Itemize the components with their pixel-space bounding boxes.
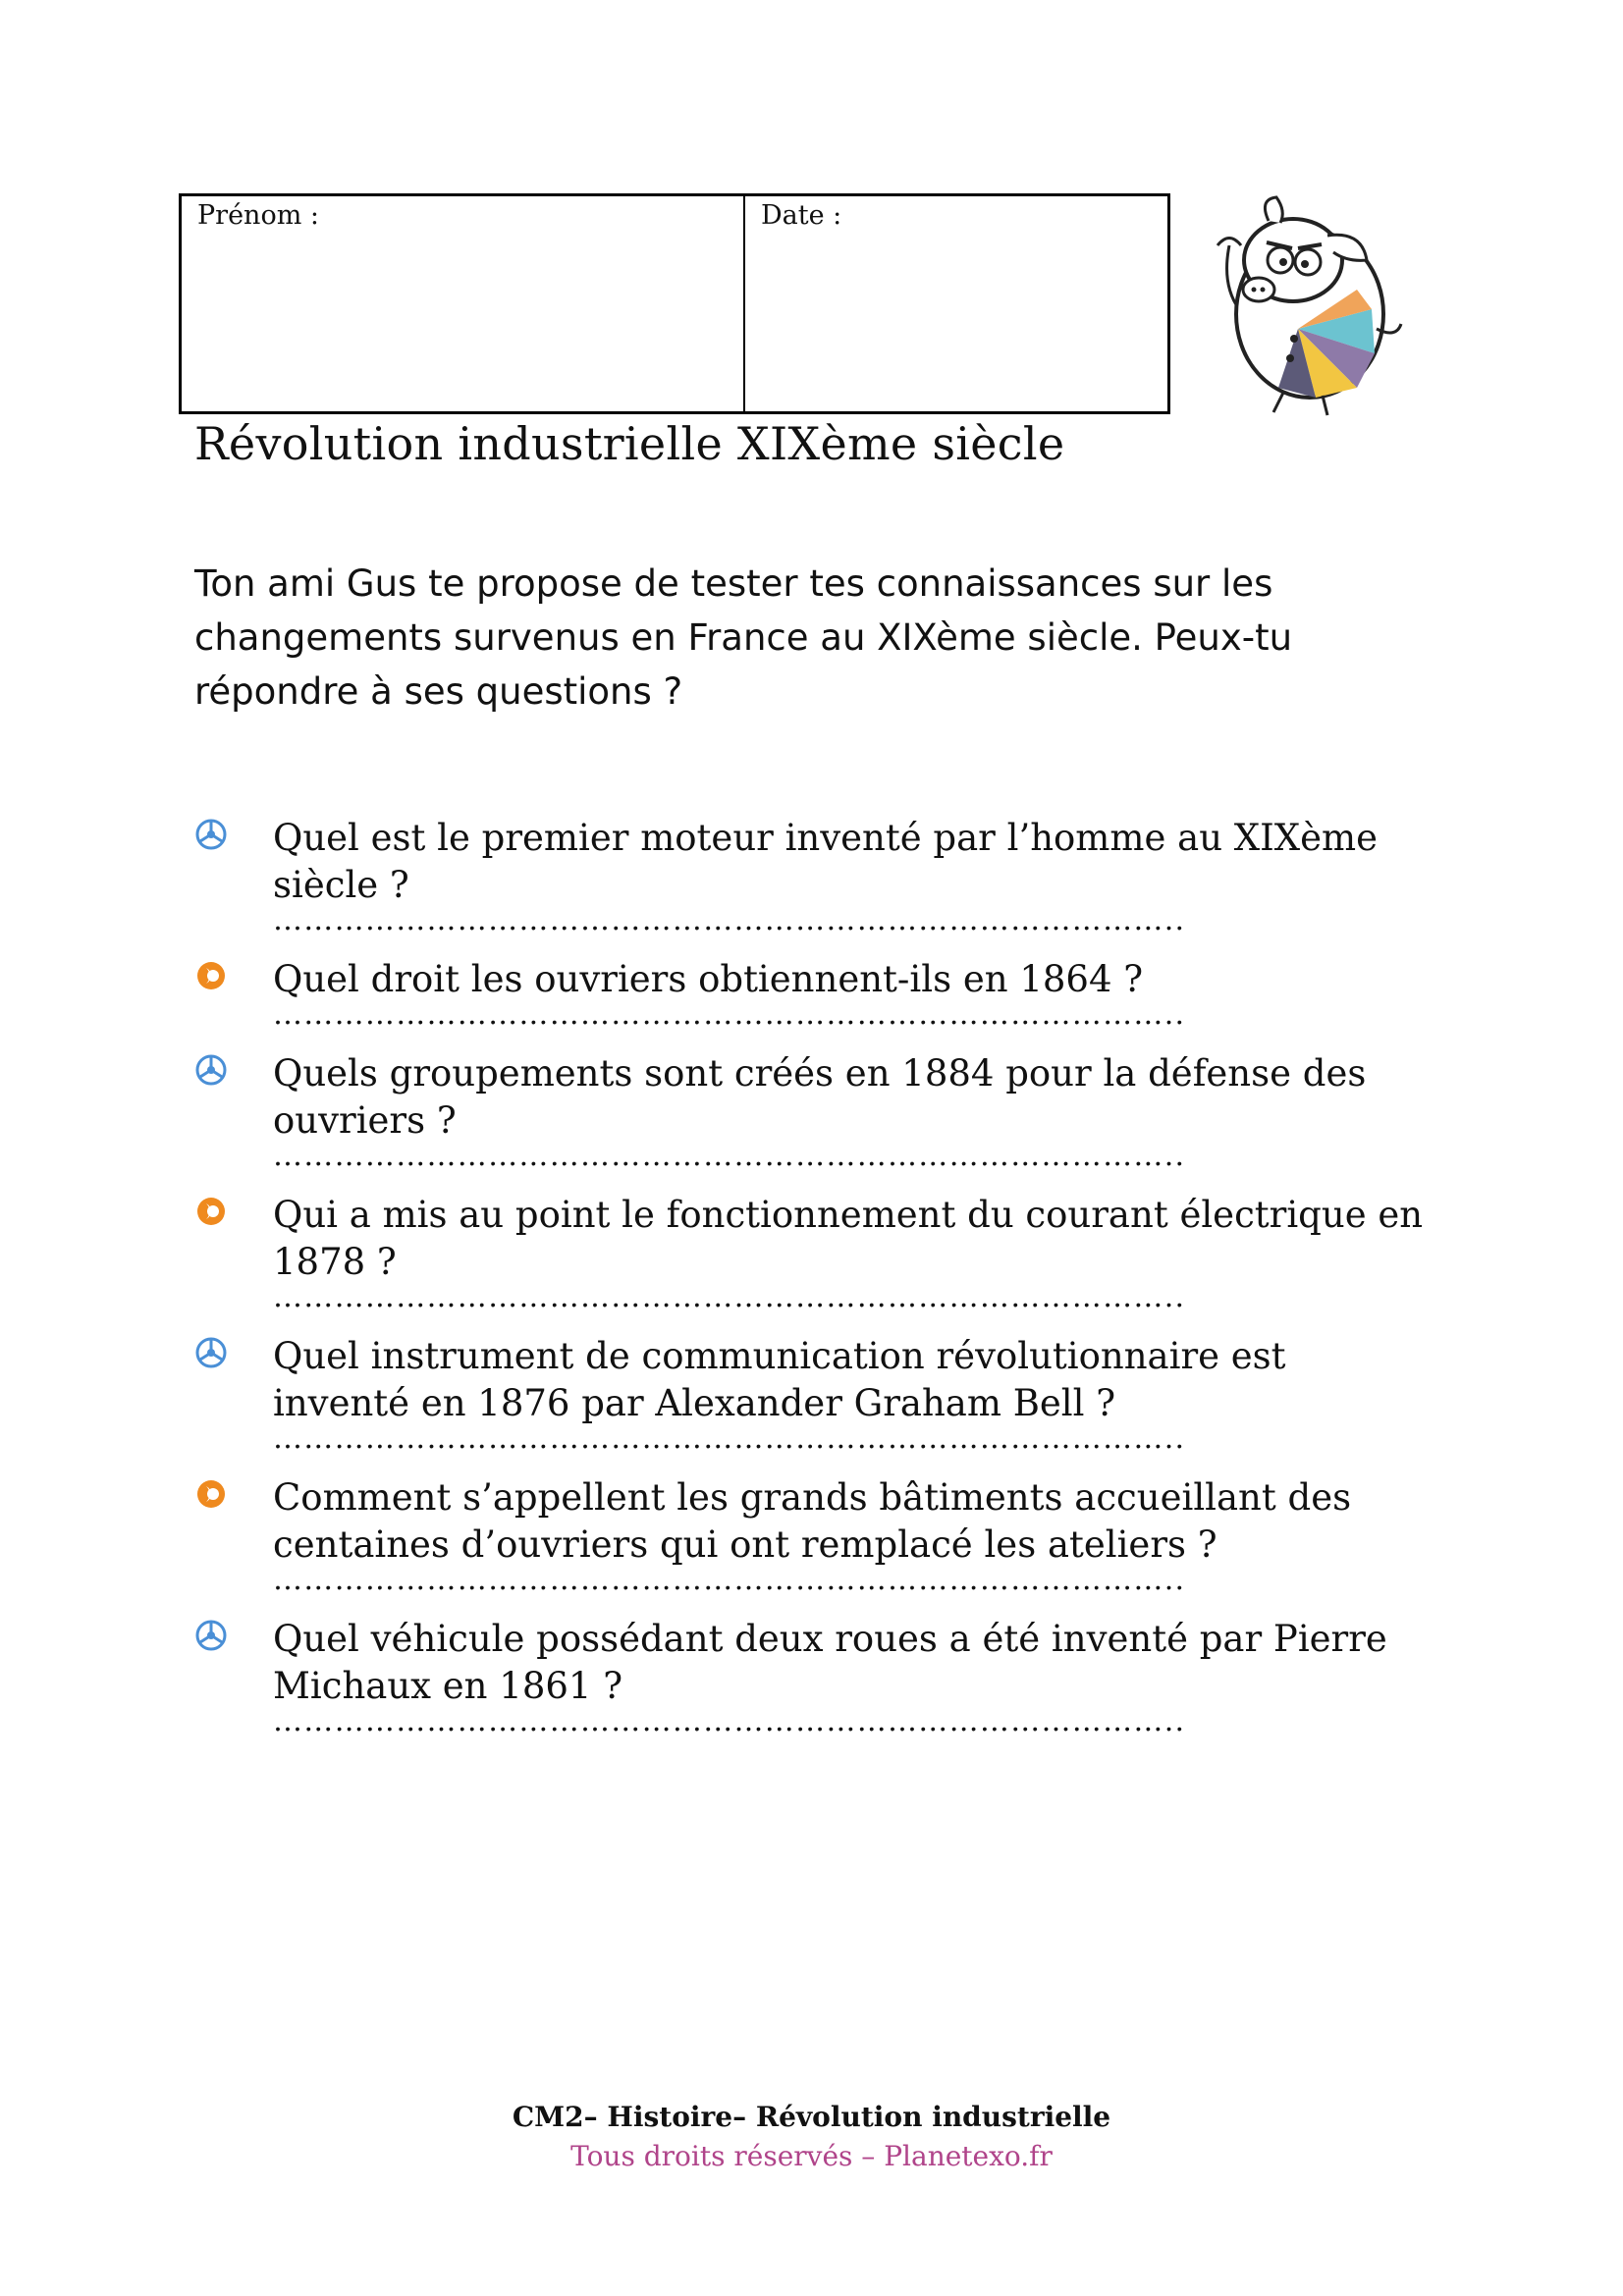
blue-steering-wheel-icon xyxy=(194,1336,228,1369)
question-text: Quel instrument de communication révolutionnaire est inventé en 1876 par Alexander Graham Bell ? xyxy=(273,1335,1286,1424)
date-field[interactable] xyxy=(745,196,1167,411)
question-item xyxy=(194,1616,1432,1734)
question-item xyxy=(194,956,1432,1027)
orange-circle-icon xyxy=(194,1477,228,1511)
answer-line[interactable]: …………………………………………………………………………….. xyxy=(273,909,1186,933)
answer-line[interactable]: …………………………………………………………………………….. xyxy=(273,1145,1186,1168)
answer-line[interactable]: …………………………………………………………………………….. xyxy=(273,1003,1186,1027)
question-text: Quel est le premier moteur inventé par l’homme au XIXème siècle ? xyxy=(273,817,1378,906)
blue-steering-wheel-icon xyxy=(194,818,228,851)
question-text: Quel véhicule possédant deux roues a été inventé par Pierre Michaux en 1861 ? xyxy=(273,1618,1387,1707)
footer-course: CM2– Histoire– Révolution industrielle xyxy=(512,2101,1111,2133)
question-text: Quel droit les ouvriers obtiennent-ils en 1864 ? xyxy=(273,958,1144,1000)
prenom-label: Prénom : xyxy=(197,200,319,231)
answer-line[interactable]: …………………………………………………………………………….. xyxy=(273,1427,1186,1451)
orange-circle-icon xyxy=(194,959,228,992)
question-item xyxy=(194,1474,1432,1592)
name-date-table xyxy=(179,193,1170,414)
question-item xyxy=(194,1333,1432,1451)
answer-line[interactable]: …………………………………………………………………………….. xyxy=(273,1286,1186,1309)
question-text: Quels groupements sont créés en 1884 pour la défense des ouvriers ? xyxy=(273,1052,1367,1142)
question-item xyxy=(194,1050,1432,1168)
prenom-field[interactable] xyxy=(182,196,745,411)
blue-steering-wheel-icon xyxy=(194,1053,228,1087)
question-item xyxy=(194,815,1432,933)
page-title: Révolution industrielle XIXème siècle xyxy=(194,417,1065,470)
answer-line[interactable]: …………………………………………………………………………….. xyxy=(273,1710,1186,1734)
footer-copyright: Tous droits réservés – Planetexo.fr xyxy=(570,2140,1053,2172)
orange-circle-icon xyxy=(194,1195,228,1228)
question-item xyxy=(194,1192,1432,1309)
intro-text: Ton ami Gus te propose de tester tes connaissances sur les changements survenus en France au XIXème siècle. Peux-tu répondre à ses questions ? xyxy=(194,562,1293,713)
question-text: Qui a mis au point le fonctionnement du courant électrique en 1878 ? xyxy=(273,1194,1424,1283)
question-text: Comment s’appellent les grands bâtiments accueillant des centaines d’ouvriers qui ont remplacé les ateliers ? xyxy=(273,1476,1352,1566)
answer-line[interactable]: …………………………………………………………………………….. xyxy=(273,1569,1186,1592)
blue-steering-wheel-icon xyxy=(194,1619,228,1652)
date-label: Date : xyxy=(761,200,842,231)
gus-mascot-icon xyxy=(1200,191,1416,417)
